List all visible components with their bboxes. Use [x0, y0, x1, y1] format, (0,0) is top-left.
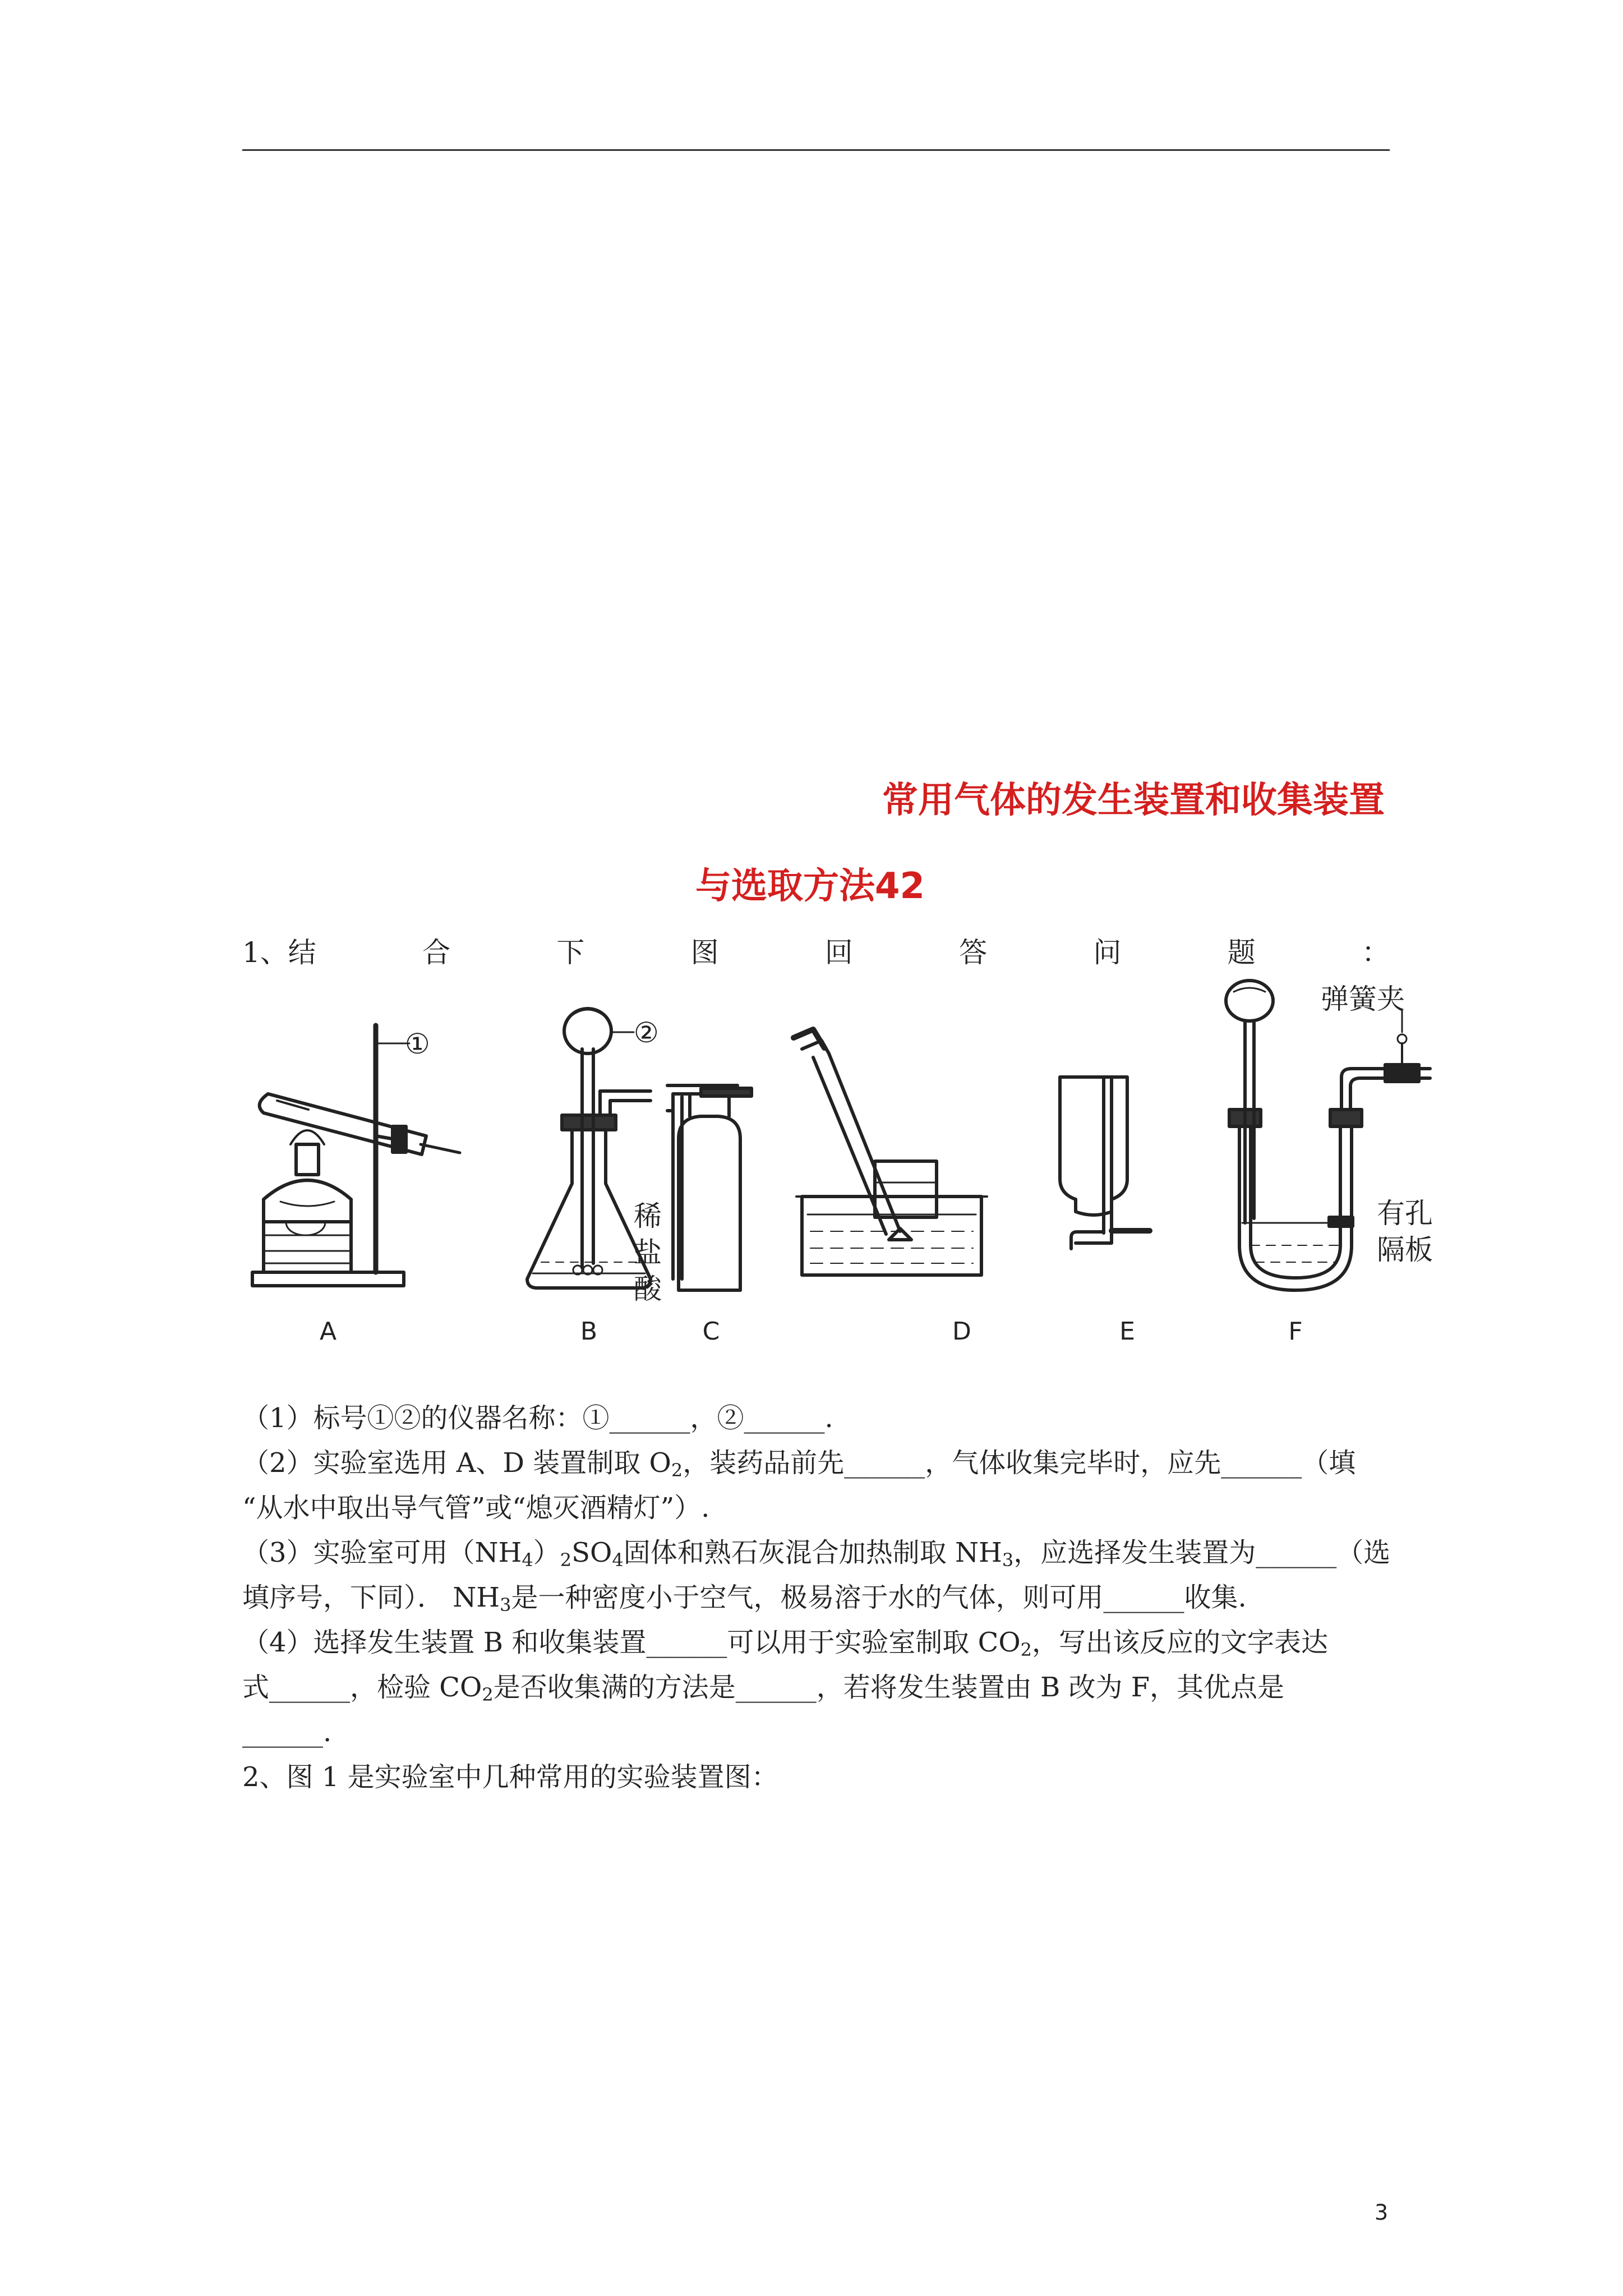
subscript: 4 [612, 1549, 624, 1571]
prompt-char: 图 [690, 936, 719, 969]
title-line-2: 与选取方法42 [695, 866, 925, 907]
text-run: ） [533, 1537, 560, 1568]
text-run: （3）实验室可用（NH [242, 1537, 522, 1568]
title-line-1: 常用气体的发生装置和收集装置 [882, 780, 1385, 821]
text-run: 固体和熟石灰混合加热制取 NH [623, 1537, 1002, 1568]
text-run: （2）实验室选用 A、D 装置制取 O [242, 1447, 671, 1479]
figure-label-f: F [1288, 1317, 1303, 1346]
spring-clip-label: 弹簧夹 [1321, 983, 1405, 1015]
page-number: 3 [1375, 2200, 1389, 2225]
figure-label-c: C [702, 1317, 720, 1346]
subquestion-1: （1）标号①②的仪器名称：①______，②______. [242, 1402, 833, 1434]
text-run: 是一种密度小于空气，极易溶于水的气体，则可用______收集. [511, 1582, 1247, 1613]
subscript: 3 [1002, 1549, 1014, 1571]
prompt-char: ： [1361, 936, 1390, 969]
dilute-hcl-char: 盐 [634, 1236, 662, 1269]
figure-label-e: E [1119, 1317, 1135, 1346]
apparatus-e [1060, 1077, 1150, 1249]
text-run: SO [571, 1537, 612, 1568]
subscript: 3 [500, 1594, 511, 1616]
prompt-char: 答 [959, 936, 988, 969]
figure-label-b: B [580, 1317, 598, 1346]
subquestion-2-line-2: “从水中取出导气管”或“熄灭酒精灯”）. [242, 1492, 710, 1524]
subscript: 2 [1020, 1639, 1032, 1660]
prompt-char: 下 [556, 936, 585, 969]
subscript: 2 [482, 1684, 494, 1705]
subscript: 2 [560, 1549, 572, 1571]
porous-plate-label: 有孔 [1377, 1197, 1433, 1230]
subscript: 4 [522, 1549, 533, 1571]
prompt-char: 题 [1227, 936, 1256, 969]
subscript: 2 [671, 1460, 683, 1481]
callout-2: ② [634, 1016, 659, 1049]
porous-plate-label: 隔板 [1377, 1234, 1433, 1266]
subquestion-4-line-3: ______. [242, 1717, 332, 1748]
text-run: （4）选择发生装置 B 和收集装置______可以用于实验室制取 CO [242, 1627, 1021, 1658]
callout-1: ① [405, 1028, 430, 1060]
apparatus-a [252, 1025, 460, 1286]
prompt-char: 回 [824, 936, 853, 969]
question-1-prompt [242, 930, 1390, 969]
question-2: 2、图 1 是实验室中几种常用的实验装置图： [242, 1761, 778, 1793]
prompt-char: 1、结 [242, 936, 316, 969]
text-run: ，装药品前先______，气体收集完毕时，应先______（填 [683, 1447, 1356, 1479]
text-run: ，应选择发生装置为______（选 [1013, 1537, 1391, 1568]
text-run: 是否收集满的方法是______，若将发生装置由 B 改为 F，其优点是 [493, 1672, 1285, 1703]
header-rule [242, 149, 1390, 151]
dilute-hcl-char: 酸 [634, 1273, 662, 1305]
figure-label-d: D [952, 1317, 971, 1346]
prompt-char: 问 [1093, 936, 1122, 969]
prompt-char: 合 [422, 936, 451, 969]
apparatus-d [794, 1029, 987, 1275]
text-run: 填序号，下同）． NH [242, 1582, 500, 1613]
figure-label-a: A [319, 1317, 337, 1346]
apparatus-b [527, 1009, 651, 1288]
apparatus-c [667, 1085, 751, 1290]
text-run: ，写出该反应的文字表达 [1032, 1627, 1329, 1658]
text-run: 式______，检验 CO [242, 1672, 482, 1703]
dilute-hcl-char: 稀 [634, 1200, 662, 1232]
apparatus-figure [241, 976, 1441, 1358]
